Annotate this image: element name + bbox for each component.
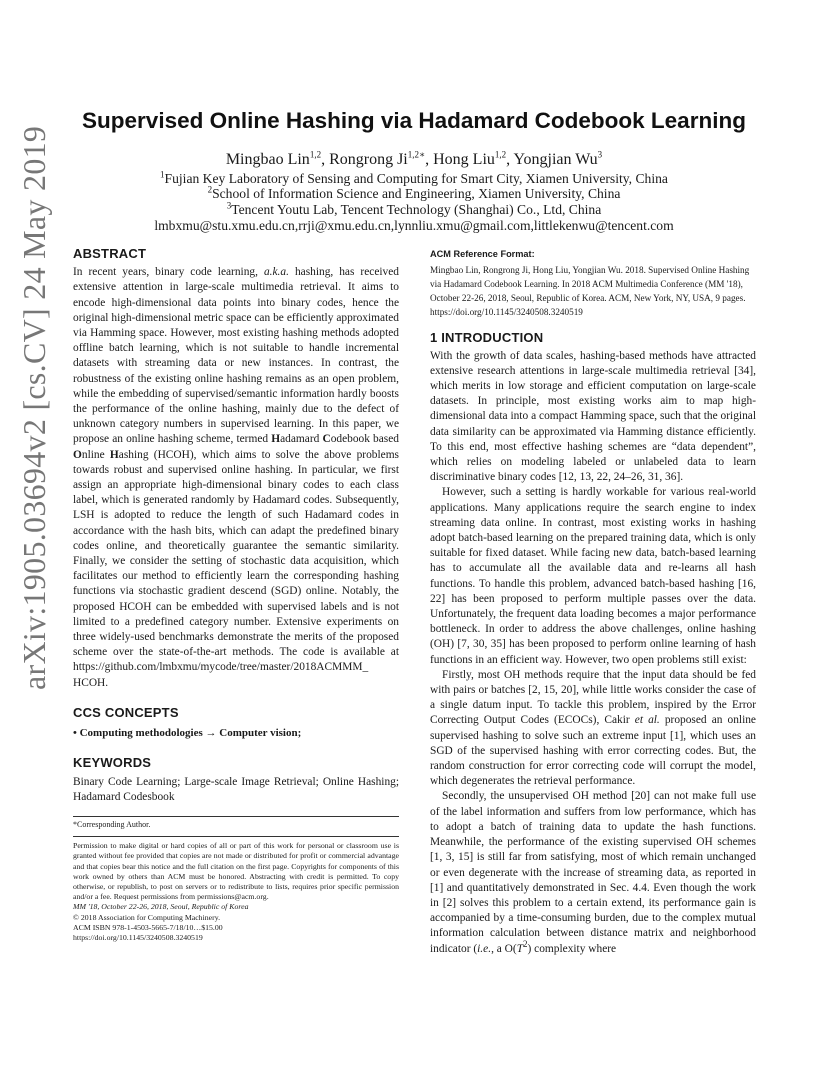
abstract-text: In recent years, binary code learning, a.k.a. hashing, has received extensive attention in large-scale multimedia retrieval. It aims to encode high-dimensional data points into binary codes, hence the original high-dimensional metric space can be efficiently approximated via Hamming space. However, most existing hashing methods adopted offline batch learning, which is not suitable to handle incremental datasets with streaming data or new instances. In contrast, the robustness of the existing online hashing remains as an open problem, while the embedding of supervised/semantic information hardly boosts the performance of the online hashing, mainly due to the defect of unknown category numbers in supervised learning. In this paper, we propose an online hashing scheme, termed Hadamard Codebook based Online Hashing (HCOH), which aims to solve the above problems towards robust and supervised online hashing. In particular, we first assign an appropriate high-dimensional binary codes to each class label, which is generated randomly by Hadamard codes. Subsequently, LSH is adopted to reduce the length of such Hadamard codes in accordance with the hash bits, which can adapt the predefined binary codes online, and theoretically guarantee the semantic similarity. Finally, we consider the setting of stochastic data acquisition, which facilitates our method to efficiently learn the corresponding hashing functions via stochastic gradient descend (SGD) online. Notably, the proposed HCOH can be embedded with supervised labels and is not limited to a predefined category number. Extensive experiments on three widely-used benchmarks demonstrate the merits of the proposed scheme over the state-of-the-art methods. The code is available at https://github.com/lmbxmu/mycode/tree/master/2018ACMMM_ HCOH. bbox=[73, 266, 399, 689]
permission-notice: Permission to make digital or hard copies of all or part of this work for personal or classroom use is granted without fee provided that copies are not made or distributed for profit or commercial advantage and that copies bear this notice and the full citation on the first page. Copyrights for components of this work owned by others than ACM must be honored. Abstracting with credit is permitted. To copy otherwise, or republish, to post on servers or to redistribute to lists, requires prior specific permission and/or a fee. Request permissions from permissions@acm.org. MM '18, October 22-26, 2018, Seoul, Republic of Korea © 2018 Association for Computing Machinery. ACM ISBN 978-1-4503-5665-7/18/10…$15.00 https://doi.org/10.1145/3240508.3240519 bbox=[73, 841, 399, 942]
acm-reference-heading: ACM Reference Format: bbox=[430, 249, 535, 259]
keywords-text: Binary Code Learning; Large-scale Image Retrieval; Online Hashing; Hadamard Codesbook bbox=[73, 775, 399, 803]
affiliation-3: $^3$Tencent Youtu Lab, Tencent Technology (Shanghai) Co., Ltd, China bbox=[226, 200, 602, 217]
abstract-heading: ABSTRACT bbox=[73, 246, 147, 261]
ccs-item: • Computing methodologies → Computer vision; bbox=[73, 727, 302, 740]
intro-paragraph-4: Secondly, the unsupervised OH method [20] can not make full use of the label information and suffers from low performance, which has to adopt a batch of training data to update the hash functions. Meanwhile, the performance of the existing supervised OH schemes [1, 3, 15] is still far from satisfying, most of which remain unchanged or even degenerate with the increase of streaming data, as reported in [1] and quantitatively demonstrated in Sec. 4.4. Even though the work in [2] solves this problem to a certain extend, its performance gain is accompanied by a time-consuming burden, due to the complex mutual information calculation between distance matrix and neighborhood indicator (i.e., a $O(T^2)$ complexity where bbox=[430, 790, 756, 955]
author-list: Mingbao Lin$^{1,2}$, Rongrong $Ji^{1,2∗}$, Hong Liu$^{1,2}$, Yongjian Wu$^3$ bbox=[225, 149, 603, 168]
intro-paragraph-1: With the growth of data scales, hashing-based methods have attracted extensive research attentions in large-scale multimedia retrieval [34], which merits in low storage and efficient computation on large-scale datasets. In principle, most existing works aim to map high-dimensional data into a compact Hamming space, such that the original data similarity can be approximated via Hamming distance efficiently. To this end, most effective hashing schemes are “data dependent”, which relies on modeling labeled or unlabeled data to learn discriminative binary codes [12, 13, 22, 24–26, 31, 36]. bbox=[430, 349, 756, 484]
footnote-divider bbox=[73, 816, 399, 817]
introduction-heading: 1 INTRODUCTION bbox=[430, 330, 544, 346]
author-emails: lmbxmu@stu.xmu.edu.cn,rrji@xmu.edu.cn,lynnliu.xmu@gmail.com,littlekenwu@tencent.com bbox=[154, 218, 674, 233]
arxiv-identifier: arXiv:1905.03694v2 [cs.CV] 24 May 2019 bbox=[16, 125, 52, 690]
affiliation-2: $^2$School of Information Science and Engineering, Xiamen University, China bbox=[207, 184, 621, 201]
affiliation-1: $^1$Fujian Key Laboratory of Sensing and Computing for Smart City, Xiamen University, China bbox=[160, 169, 668, 186]
intro-paragraph-3: Firstly, most OH methods require that the input data should be fed with pairs or batches [2, 15, 20], while little works consider the case of a single datum input. To tackle this problem, inspired by the Error Correcting Output Codes (ECOCs), Cakir et al. proposed an online supervised hashing to solve such an extreme input [1], which uses an SGD of the supervised hashing with error correcting codes. But, the random construction for error correcting code will corrupt the model, which degenerates the retrieval performance. bbox=[430, 668, 756, 788]
paper-title: Supervised Online Hashing via Hadamard Codebook Learning bbox=[82, 108, 746, 133]
ccs-heading: CCS CONCEPTS bbox=[73, 704, 179, 720]
corresponding-author-note: *Corresponding Author. bbox=[73, 819, 151, 829]
keywords-heading: KEYWORDS bbox=[73, 755, 152, 771]
intro-paragraph-2: However, such a setting is hardly workable for various real-world applications. Many applications require the search engine to index streaming data online. In contrast, most existing works in hashing adopt batch-based learning on the prepared training data, which is only suitable for fixed dataset. While facing new data, batch-based learning has to accumulate all the available data and re-learns all hash functions. To handle this problem, advanced batch-based hashing [16, 22] has been proposed to perform multiple passes over the data. Unfortunately, the frequent data loading becomes a major performance bottleneck. In order to address the above challenges, online hashing (OH) [7, 30, 35] has been proposed to perform online learning of hash functions in an efficient way. However, two open problems still exist: bbox=[430, 486, 756, 666]
left-column bbox=[73, 246, 399, 943]
acm-reference-text: Mingbao Lin, Rongrong Ji, Hong Liu, Yongjian Wu. 2018. Supervised Online Hashing via Hadamard Codebook Learning. In 2018 ACM Multimedia Conference (MM '18), October 22-26, 2018, Seoul, Republic of Korea. ACM, New York, NY, USA, 9 pages. https://doi.org/10.1145/3240508.3240519 bbox=[430, 265, 750, 317]
permission-divider bbox=[73, 836, 399, 837]
right-column bbox=[430, 247, 756, 957]
